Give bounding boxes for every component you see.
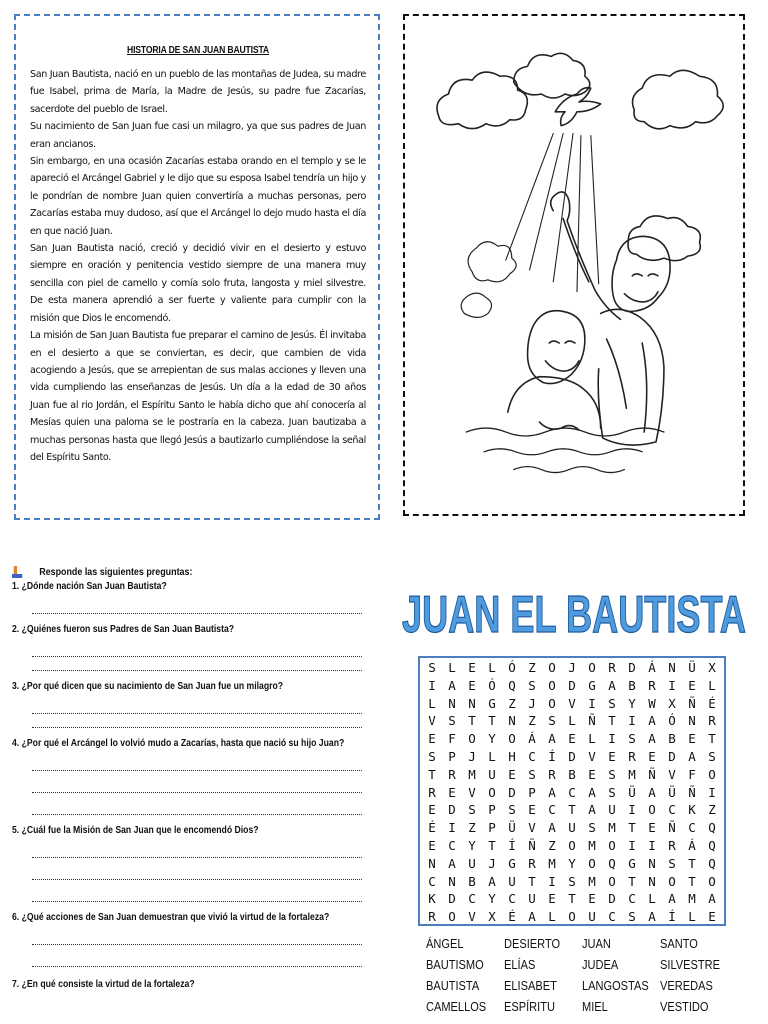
wordsearch-word: ÁNGEL xyxy=(426,936,464,951)
wordsearch-cell[interactable]: U xyxy=(508,873,516,889)
baptism-coloring-illustration xyxy=(403,14,745,516)
wordsearch-cell[interactable]: S xyxy=(508,802,516,818)
wordsearch-cell[interactable]: U xyxy=(588,909,596,925)
wordsearch-cell[interactable]: O xyxy=(588,855,596,871)
wordsearch-cell[interactable]: S xyxy=(588,820,596,836)
wordsearch-cell[interactable]: D xyxy=(448,802,456,818)
wordsearch-cell[interactable]: S xyxy=(428,660,436,675)
wordsearch-cell[interactable]: O xyxy=(568,909,576,925)
wordsearch-cell[interactable]: E xyxy=(468,660,476,675)
wordsearch-cell[interactable]: C xyxy=(508,891,516,907)
jesus-body xyxy=(508,377,601,428)
wordsearch-cell[interactable]: Á xyxy=(688,837,696,853)
wordsearch-cell[interactable]: K xyxy=(688,802,696,818)
wordsearch-cell[interactable]: E xyxy=(428,837,436,853)
wordsearch-word: VEREDAS xyxy=(660,978,713,993)
wordsearch-cell[interactable]: Ü xyxy=(688,660,696,675)
wordsearch-cell[interactable]: Ñ xyxy=(688,695,696,711)
wordsearch-cell[interactable]: L xyxy=(588,731,596,747)
cloud-right-lower-icon xyxy=(628,216,700,261)
wordsearch-cell[interactable]: E xyxy=(648,748,656,764)
wordsearch-cell[interactable]: Í xyxy=(668,909,676,925)
wordsearch-cell[interactable]: J xyxy=(468,748,476,764)
wordsearch-word: CAMELLOS xyxy=(426,999,487,1014)
wordsearch-cell[interactable]: E xyxy=(708,909,716,925)
wordsearch-cell[interactable]: C xyxy=(628,891,636,907)
wordsearch-cell[interactable]: S xyxy=(428,748,436,764)
wordsearch-cell[interactable]: Ó xyxy=(508,660,516,675)
wordsearch-cell[interactable]: I xyxy=(668,677,676,693)
wordsearch-cell[interactable]: P xyxy=(488,820,496,836)
answer-line[interactable] xyxy=(32,945,362,967)
wordsearch-cell[interactable]: E xyxy=(568,731,576,747)
wordsearch-cell[interactable]: D xyxy=(568,748,576,764)
wordsearch-cell[interactable]: S xyxy=(608,784,616,800)
wordsearch-cell[interactable]: A xyxy=(548,784,556,800)
john-head xyxy=(612,236,670,311)
wordsearch-cell[interactable]: Á xyxy=(648,660,656,675)
wordsearch-cell[interactable]: I xyxy=(708,784,716,800)
wordsearch-cell[interactable]: R xyxy=(428,909,436,925)
wordsearch-cell[interactable]: M xyxy=(548,855,556,871)
john-body xyxy=(598,309,664,445)
wordsearch-cell[interactable]: G xyxy=(628,855,636,871)
wordsearch-cell[interactable]: W xyxy=(648,695,656,711)
wordsearch-cell[interactable]: A xyxy=(648,784,656,800)
wordsearch-cell[interactable]: M xyxy=(608,820,616,836)
wordsearch-cell[interactable]: É xyxy=(428,820,436,836)
wordsearch-cell[interactable]: S xyxy=(608,766,616,782)
wordsearch-cell[interactable]: Ñ xyxy=(688,784,696,800)
cloud-right-icon xyxy=(633,70,724,129)
wordsearch-cell[interactable]: Á xyxy=(528,731,536,747)
wordsearch-cell[interactable]: E xyxy=(528,802,536,818)
wordsearch-cell[interactable]: C xyxy=(688,820,696,836)
wordsearch-cell[interactable]: N xyxy=(688,713,696,729)
wordsearch-cell[interactable]: É xyxy=(708,695,716,711)
wordsearch-cell[interactable]: O xyxy=(548,677,556,693)
wordsearch-word-list xyxy=(426,934,756,1016)
wordsearch-cell[interactable]: R xyxy=(648,677,656,693)
wordsearch-cell[interactable]: D xyxy=(608,891,616,907)
wordsearch-cell[interactable]: A xyxy=(708,891,716,907)
wordsearch-cell[interactable]: Í xyxy=(508,837,516,853)
story-box xyxy=(14,14,380,520)
wordsearch-cell[interactable]: M xyxy=(628,766,636,782)
wordsearch-cell[interactable]: T xyxy=(428,766,436,782)
wordsearch-word: JUAN xyxy=(582,936,611,951)
wordsearch-cell[interactable]: B xyxy=(468,873,476,889)
wordsearch-word: VESTIDO xyxy=(660,999,709,1014)
wordsearch-cell[interactable]: A xyxy=(688,748,696,764)
wordsearch-cell[interactable]: S xyxy=(528,677,536,693)
wordsearch-cell[interactable]: É xyxy=(508,909,516,925)
answer-line[interactable] xyxy=(32,592,362,614)
wordsearch-cell[interactable]: S xyxy=(628,909,636,925)
wordsearch-cell[interactable]: X xyxy=(668,695,676,711)
wordsearch-word: SILVESTRE xyxy=(660,957,720,972)
wordsearch-cell[interactable]: C xyxy=(468,891,476,907)
wordsearch-cell[interactable]: I xyxy=(588,695,596,711)
wordsearch-cell[interactable]: A xyxy=(588,784,596,800)
wordsearch-cell[interactable]: O xyxy=(588,660,596,675)
wordsearch-cell[interactable]: N xyxy=(508,713,516,729)
wordsearch-cell[interactable]: I xyxy=(628,713,636,729)
wordsearch-title-text: JUAN EL BAUTISTA xyxy=(402,586,746,644)
story-paragraph-4: San Juan Bautista nació, creció y decidió vivir en el desierto y estuvo siempre en oración y penitencia vestido siempre de una manera muy sencilla con piel de camello y comía solo fruta, langosta y miel silvestre. De esta manera aprendió a ser fuerte y valiente para cumplir con la misión que Dios le encomendó. xyxy=(30,243,366,324)
story-paragraph-3: Sin embargo, en una ocasión Zacarías estaba orando en el templo y se le apareció el Arcángel Gabriel y le dijo que su esposa Isabel tendría un hijo y le pondrían de nombre Juan quien convertiría a muchas personas, pero Zacarías estaba muy dudoso, así que el Arcángel lo dejo mudo hasta el día en que nació Juan. xyxy=(30,156,366,237)
wordsearch-cell[interactable]: Ñ xyxy=(668,820,676,836)
wordsearch-cell[interactable]: P xyxy=(448,748,456,764)
wordsearch-cell[interactable]: Z xyxy=(528,660,536,675)
wordsearch-word: ELÍAS xyxy=(504,957,536,972)
wordsearch-cell[interactable]: S xyxy=(708,748,716,764)
wordsearch-cell[interactable]: N xyxy=(448,873,456,889)
wordsearch-cell[interactable]: C xyxy=(608,909,616,925)
wordsearch-cell[interactable]: I xyxy=(548,873,556,889)
wordsearch-word: LANGOSTAS xyxy=(582,978,649,993)
answer-line[interactable] xyxy=(32,880,362,902)
john-raised-arm xyxy=(551,192,621,319)
wordsearch-cell[interactable]: E xyxy=(448,784,456,800)
wordsearch-cell[interactable]: Q xyxy=(608,855,616,871)
wordsearch-cell[interactable]: T xyxy=(468,713,476,729)
wordsearch-cell[interactable]: O xyxy=(648,802,656,818)
wordsearch-cell[interactable]: E xyxy=(508,766,516,782)
wordsearch-cell[interactable]: A xyxy=(588,802,596,818)
wordsearch-cell[interactable]: O xyxy=(508,731,516,747)
question-7: 7. ¿En qué consiste la virtud de la fortaleza? xyxy=(12,979,195,990)
answer-line[interactable] xyxy=(32,771,362,793)
wordsearch-cell[interactable]: G xyxy=(488,695,496,711)
wordsearch-cell[interactable]: P xyxy=(528,784,536,800)
wordsearch-cell[interactable]: I xyxy=(648,837,656,853)
wordsearch-word: MIEL xyxy=(582,999,608,1014)
wordsearch-cell[interactable]: U xyxy=(468,855,476,871)
wordsearch-cell[interactable]: E xyxy=(688,677,696,693)
wordsearch-cell[interactable]: L xyxy=(548,909,556,925)
wordsearch-cell[interactable]: Q xyxy=(708,855,716,871)
wordsearch-cell[interactable]: T xyxy=(568,891,576,907)
wordsearch-cell[interactable]: S xyxy=(448,713,456,729)
wordsearch-cell[interactable]: L xyxy=(688,909,696,925)
answer-line[interactable] xyxy=(32,692,362,714)
wordsearch-cell[interactable]: A xyxy=(648,909,656,925)
wordsearch-title xyxy=(398,584,750,644)
wordsearch-cell[interactable]: J xyxy=(528,695,536,711)
wordsearch-word: DESIERTO xyxy=(504,936,561,951)
wordsearch-word: ESPÍRITU xyxy=(504,999,555,1014)
wordsearch-cell[interactable]: E xyxy=(548,891,556,907)
wordsearch-cell[interactable]: U xyxy=(608,802,616,818)
wordsearch-cell[interactable]: T xyxy=(488,713,496,729)
wordsearch-cell[interactable]: I xyxy=(608,731,616,747)
wordsearch-cell[interactable]: Z xyxy=(708,802,716,818)
wordsearch-cell[interactable]: O xyxy=(708,766,716,782)
wordsearch-cell[interactable]: V xyxy=(528,820,536,836)
wordsearch-cell[interactable]: A xyxy=(548,731,556,747)
wordsearch-cell[interactable]: N xyxy=(428,855,436,871)
wordsearch-cell[interactable]: R xyxy=(608,660,616,675)
answer-line[interactable] xyxy=(32,657,362,671)
story-paragraph-5: La misión de San Juan Bautista fue preparar el camino de Jesús. Él invitaba en el desierto a que se conviertan, es decir, que cambien de vida acogiendo a Jesús, que se arrepientan de sus malas acciones y lleven una vida cumpliendo las enseñanzas de Jesús. Un día a la edad de 30 años Juan fue al rio Jordán, el Espíritu Santo le había dicho que ahí conocería al Mesías quien una paloma se le postraría en la cabeza. Juan bautizaba a muchas personas hasta que llegó Jesús a bautizarlo cumpliéndose la señal del Espíritu Santo. xyxy=(30,330,366,463)
wordsearch-cell[interactable]: N xyxy=(648,873,656,889)
wordsearch-cell[interactable]: R xyxy=(428,784,436,800)
answer-line[interactable] xyxy=(32,749,362,771)
wordsearch-cell[interactable]: R xyxy=(708,713,716,729)
wordsearch-cell[interactable]: E xyxy=(688,731,696,747)
wordsearch-cell[interactable]: C xyxy=(528,748,536,764)
wordsearch-word: BAUTISTA xyxy=(426,978,480,993)
answer-line[interactable] xyxy=(32,714,362,728)
question-6: 6. ¿Qué acciones de San Juan demuestran que vivió la virtud de la fortaleza? xyxy=(12,912,330,923)
wordsearch-cell[interactable]: E xyxy=(428,731,436,747)
wordsearch-cell[interactable]: R xyxy=(628,748,636,764)
wordsearch-cell[interactable]: T xyxy=(628,873,636,889)
answer-line[interactable] xyxy=(32,793,362,815)
wordsearch-cell[interactable]: Z xyxy=(468,820,476,836)
answer-line[interactable] xyxy=(32,635,362,657)
river-water xyxy=(466,428,664,472)
wordsearch-cell[interactable]: E xyxy=(588,766,596,782)
wordsearch-cell[interactable]: Í xyxy=(548,748,556,764)
wordsearch-cell[interactable]: O xyxy=(568,837,576,853)
wordsearch-cell[interactable]: O xyxy=(668,873,676,889)
wordsearch-word: SANTO xyxy=(660,936,698,951)
wordsearch-cell[interactable]: T xyxy=(628,820,636,836)
wordsearch-cell[interactable]: U xyxy=(488,766,496,782)
wordsearch-cell[interactable]: Z xyxy=(548,837,556,853)
wordsearch-cell[interactable]: Z xyxy=(528,713,536,729)
wordsearch-cell[interactable]: S xyxy=(528,766,536,782)
wordsearch-cell[interactable]: Ü xyxy=(508,820,516,836)
wordsearch-cell[interactable]: P xyxy=(488,802,496,818)
wordsearch-cell[interactable]: Ñ xyxy=(648,766,656,782)
wordsearch-cell[interactable]: Y xyxy=(468,837,476,853)
answer-line[interactable] xyxy=(32,858,362,880)
wordsearch-cell[interactable]: I xyxy=(428,677,436,693)
wordsearch-cell[interactable]: O xyxy=(448,909,456,925)
wordsearch-cell[interactable]: T xyxy=(568,802,576,818)
wordsearch-cell[interactable]: D xyxy=(508,784,516,800)
questions-section xyxy=(12,566,372,990)
wordsearch-cell[interactable]: Y xyxy=(568,855,576,871)
wordsearch-word: JUDEA xyxy=(582,957,619,972)
wordsearch-cell[interactable]: V xyxy=(668,766,676,782)
wordsearch-cell[interactable]: K xyxy=(428,891,436,907)
wordsearch-cell[interactable]: D xyxy=(628,660,636,675)
wordsearch-cell[interactable]: I xyxy=(448,820,456,836)
wordsearch-cell[interactable]: S xyxy=(608,695,616,711)
wordsearch-grid[interactable] xyxy=(418,656,726,926)
wordsearch-cell[interactable]: C xyxy=(448,837,456,853)
wordsearch-cell[interactable]: V xyxy=(468,909,476,925)
wordsearch-cell[interactable]: Q xyxy=(708,820,716,836)
wordsearch-cell[interactable]: R xyxy=(448,766,456,782)
wordsearch-word: BAUTISMO xyxy=(426,957,484,972)
wordsearch-cell[interactable]: A xyxy=(648,731,656,747)
wordsearch-cell[interactable]: T xyxy=(528,873,536,889)
wordsearch-cell[interactable]: L xyxy=(428,695,436,711)
wordsearch-cell[interactable]: U xyxy=(528,891,536,907)
wordsearch-cell[interactable]: T xyxy=(488,837,496,853)
wordsearch-cell[interactable]: O xyxy=(548,695,556,711)
wordsearch-cell[interactable]: S xyxy=(628,731,636,747)
wordsearch-cell[interactable]: S xyxy=(668,855,676,871)
answer-line[interactable] xyxy=(32,923,362,945)
wordsearch-cell[interactable]: A xyxy=(448,677,456,693)
wordsearch-cell[interactable]: G xyxy=(508,855,516,871)
wordsearch-cell[interactable]: Y xyxy=(488,731,496,747)
pencil-bullet-icon xyxy=(12,566,24,578)
wordsearch-cell[interactable]: Z xyxy=(508,695,516,711)
answer-line[interactable] xyxy=(32,836,362,858)
wordsearch-cell[interactable]: C xyxy=(668,802,676,818)
wordsearch-cell[interactable]: X xyxy=(488,909,496,925)
wordsearch-cell[interactable]: D xyxy=(448,891,456,907)
wordsearch-cell[interactable]: T xyxy=(608,713,616,729)
wordsearch-cell[interactable]: O xyxy=(608,837,616,853)
story-title: HISTORIA DE SAN JUAN BAUTISTA xyxy=(127,44,269,56)
wordsearch-cell[interactable]: C xyxy=(548,802,556,818)
wordsearch-cell[interactable]: B xyxy=(568,766,576,782)
wordsearch-cell[interactable]: O xyxy=(468,731,476,747)
wordsearch-cell[interactable]: R xyxy=(528,855,536,871)
wordsearch-word: ELISABET xyxy=(504,978,557,993)
wordsearch-cell[interactable]: J xyxy=(488,855,496,871)
wordsearch-cell[interactable]: Y xyxy=(488,891,496,907)
wordsearch-cell[interactable]: N xyxy=(648,855,656,871)
wordsearch-cell[interactable]: V xyxy=(428,713,436,729)
wordsearch-cell[interactable]: D xyxy=(568,677,576,693)
question-4: 4. ¿Por qué el Arcángel lo volvió mudo a Zacarías, hasta que nació su hijo Juan? xyxy=(12,738,345,749)
wordsearch-cell[interactable]: O xyxy=(708,873,716,889)
wordsearch-cell[interactable]: E xyxy=(648,820,656,836)
wordsearch-cell[interactable]: C xyxy=(428,873,436,889)
wordsearch-cell[interactable]: E xyxy=(468,677,476,693)
wordsearch-cell[interactable]: I xyxy=(628,837,636,853)
wordsearch-cell[interactable]: E xyxy=(608,748,616,764)
wordsearch-cell[interactable]: D xyxy=(668,748,676,764)
wordsearch-cell[interactable]: L xyxy=(568,713,576,729)
story-paragraph-2: Su nacimiento de San Juan fue casi un milagro, ya que sus padres de Juan eran ancianos. xyxy=(30,121,366,150)
wordsearch-cell[interactable]: A xyxy=(648,713,656,729)
wordsearch-cell[interactable]: T xyxy=(708,731,716,747)
wordsearch-cell[interactable]: O xyxy=(548,660,556,675)
question-2: 2. ¿Quiénes fueron sus Padres de San Juan Bautista? xyxy=(12,624,235,635)
wordsearch-cell[interactable]: N xyxy=(448,695,456,711)
wordsearch-cell[interactable]: B xyxy=(668,731,676,747)
wordsearch-cell[interactable]: J xyxy=(568,660,576,675)
story-paragraph-1: San Juan Bautista, nació en un pueblo de las montañas de Judea, su madre fue Isabel, prima de María, la Madre de Jesús, su padre fue Zacarías, sacerdote del pueblo de Israel. xyxy=(30,69,366,115)
wordsearch-cell[interactable]: M xyxy=(588,873,596,889)
wordsearch-cell[interactable]: O xyxy=(608,873,616,889)
wordsearch-cell[interactable]: Ñ xyxy=(588,713,596,729)
wordsearch-cell[interactable]: L xyxy=(488,748,496,764)
wordsearch-cell[interactable]: M xyxy=(588,837,596,853)
wordsearch-cell[interactable]: H xyxy=(508,748,516,764)
wordsearch-cell[interactable]: Ó xyxy=(668,713,676,729)
wordsearch-cell[interactable]: F xyxy=(688,766,696,782)
wordsearch-cell[interactable]: T xyxy=(688,873,696,889)
wordsearch-cell[interactable]: A xyxy=(548,820,556,836)
question-5: 5. ¿Cuál fue la Misión de San Juan que le encomendó Dios? xyxy=(12,825,259,836)
wordsearch-cell[interactable]: E xyxy=(588,891,596,907)
wordsearch-cell[interactable]: L xyxy=(448,660,456,675)
wordsearch-cell[interactable]: L xyxy=(488,660,496,675)
wordsearch-cell[interactable]: S xyxy=(468,802,476,818)
question-1: 1. ¿Dónde nación San Juan Bautista? xyxy=(12,581,167,592)
wordsearch-cell[interactable]: M xyxy=(468,766,476,782)
wordsearch-cell[interactable]: Y xyxy=(628,695,636,711)
wordsearch-cell[interactable]: Ü xyxy=(668,784,676,800)
wordsearch-cell[interactable]: S xyxy=(568,873,576,889)
wordsearch-cell[interactable]: Q xyxy=(708,837,716,853)
wordsearch-cell[interactable]: A xyxy=(488,873,496,889)
wordsearch-cell[interactable]: R xyxy=(668,837,676,853)
wordsearch-cell[interactable]: I xyxy=(628,802,636,818)
wordsearch-cell[interactable]: G xyxy=(588,677,596,693)
wordsearch-cell[interactable]: A xyxy=(608,677,616,693)
wordsearch-cell[interactable]: Ó xyxy=(488,677,496,693)
wordsearch-cell[interactable]: L xyxy=(708,677,716,693)
wordsearch-cell[interactable]: C xyxy=(568,784,576,800)
wordsearch-cell[interactable]: R xyxy=(548,766,556,782)
dove-icon xyxy=(555,88,600,126)
wordsearch-cell[interactable]: A xyxy=(448,855,456,871)
wordsearch-cell[interactable]: V xyxy=(468,784,476,800)
wordsearch-cell[interactable]: A xyxy=(528,909,536,925)
wordsearch-cell[interactable]: U xyxy=(568,820,576,836)
wordsearch-cell[interactable]: B xyxy=(628,677,636,693)
wordsearch-cell[interactable]: M xyxy=(688,891,696,907)
wordsearch-cell[interactable]: A xyxy=(668,891,676,907)
wordsearch-cell[interactable]: E xyxy=(428,802,436,818)
questions-header: Responde las siguientes preguntas: xyxy=(12,566,318,578)
question-3: 3. ¿Por qué dicen que su nacimiento de San Juan fue un milagro? xyxy=(12,681,284,692)
wordsearch-cell[interactable]: T xyxy=(688,855,696,871)
wordsearch-cell[interactable]: S xyxy=(548,713,556,729)
wordsearch-cell[interactable]: V xyxy=(568,695,576,711)
wordsearch-cell[interactable]: X xyxy=(708,660,716,675)
wordsearch-cell[interactable]: N xyxy=(668,660,676,675)
wordsearch-cell[interactable]: L xyxy=(648,891,656,907)
wordsearch-cell[interactable]: N xyxy=(468,695,476,711)
wordsearch-cell[interactable]: F xyxy=(448,731,456,747)
wordsearch-cell[interactable]: V xyxy=(588,748,596,764)
wordsearch-cell[interactable]: Ü xyxy=(628,784,636,800)
wordsearch-cell[interactable]: Q xyxy=(508,677,516,693)
jesus-head xyxy=(528,311,585,384)
wordsearch-cell[interactable]: Ñ xyxy=(528,837,536,853)
wordsearch-cell[interactable]: O xyxy=(488,784,496,800)
